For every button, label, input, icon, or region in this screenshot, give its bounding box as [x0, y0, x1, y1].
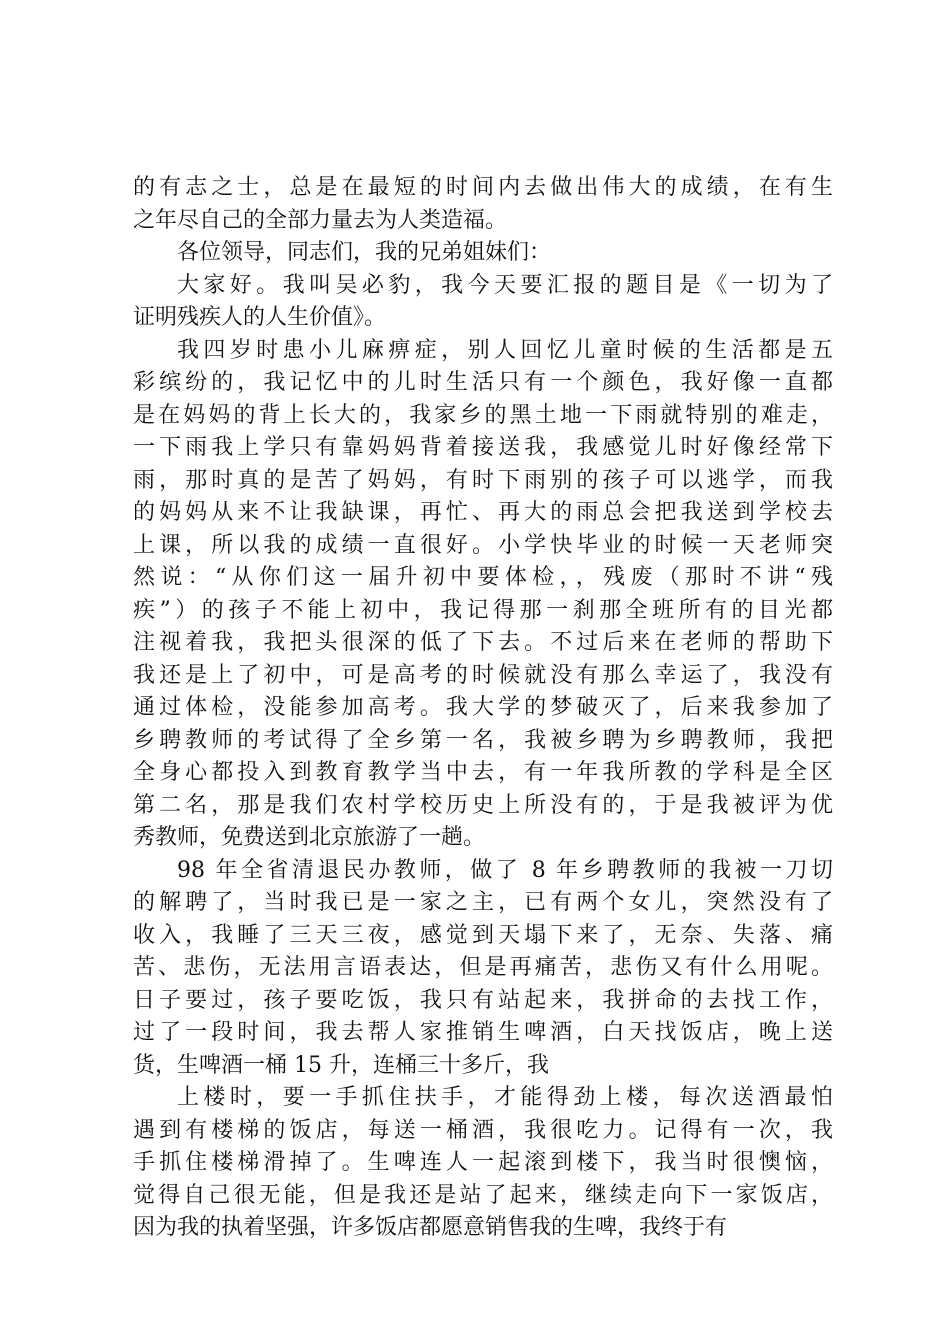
text-line: 乡聘教师的考试得了全乡第一名，我被乡聘为乡聘教师，我把 — [133, 727, 833, 753]
paragraph-childhood — [133, 335, 833, 855]
text-line: 过了一段时间，我去帮人家推销生啤酒，白天找饭店，晚上送 — [133, 1020, 833, 1045]
text-line: 大家好。我叫吴必豹，我今天要汇报的题目是《一切为了 — [177, 272, 833, 298]
text-line: 注视着我，我把头很深的低了下去。不过后来在老师的帮助下 — [133, 630, 833, 655]
text-line: 全身心都投入到教育教学当中去，有一年我所教的学科是全区 — [133, 760, 833, 785]
text-line: 证明残疾人的人生价值》。 — [133, 305, 387, 330]
text-line: 第二名，那是我们农村学校历史上所没有的，于是我被评为优 — [133, 792, 833, 818]
text-line: 的有志之士，总是在最短的时间内去做出伟大的成绩，在有生 — [133, 175, 833, 200]
text-line: 收入，我睡了三天三夜，感觉到天塌下来了，无奈、失落、痛 — [133, 922, 833, 948]
text-line: 彩缤纷的，我记忆中的儿时生活只有一个颜色，我好像一直都 — [133, 370, 833, 395]
text-line: 上课，所以我的成绩一直很好。小学快毕业的时候一天老师突 — [133, 532, 833, 558]
text-line: 是在妈妈的背上长大的，我家乡的黑土地一下雨就特别的难走， — [133, 402, 833, 428]
text-line: 上楼时，要一手抓住扶手，才能得劲上楼，每次送酒最怕 — [177, 1085, 833, 1110]
text-line: 日子要过，孩子要吃饭，我只有站起来，我拼命的去找工作， — [133, 987, 833, 1013]
text-line: 秀教师，免费送到北京旅游了一趟。 — [133, 825, 486, 850]
text-line: 之年尽自己的全部力量去为人类造福。 — [133, 207, 508, 233]
text-line: 雨，那时真的是苦了妈妈，有时下雨别的孩子可以逃学，而我 — [133, 467, 833, 493]
text-line: 苦、悲伤，无法用言语表达，但是再痛苦，悲伤又有什么用呢。 — [133, 955, 833, 980]
paragraph-intro-tail — [133, 172, 833, 237]
text-line: 觉得自己很无能，但是我还是站了起来，继续走向下一家饭店， — [133, 1182, 833, 1208]
text-line: 98 年全省清退民办教师，做了 8 年乡聘教师的我被一刀切 — [177, 857, 833, 883]
text-line: 我还是上了初中，可是高考的时候就没有那么幸运了，我没有 — [133, 662, 833, 688]
text-line: 手抓住楼梯滑掉了。生啤连人一起滚到楼下，我当时很懊恼， — [133, 1150, 833, 1175]
text-line: 疾”）的孩子不能上初中，我记得那一刹那全班所有的目光都 — [133, 597, 833, 623]
body-text — [133, 172, 833, 1245]
paragraph-dismissal — [133, 855, 833, 1083]
paragraph-greeting — [133, 270, 833, 335]
text-line: 各位领导，同志们，我的兄弟姐妹们： — [177, 240, 552, 265]
text-line: 通过体检，没能参加高考。我大学的梦破灭了，后来我参加了 — [133, 695, 833, 720]
paragraph-salutation — [133, 237, 833, 270]
text-line: 的解聘了，当时我已是一家之主，已有两个女儿，突然没有了 — [133, 890, 833, 915]
text-line: 的妈妈从来不让我缺课，再忙、再大的雨总会把我送到学校去 — [133, 500, 833, 525]
text-line: 一下雨我上学只有靠妈妈背着接送我，我感觉儿时好像经常下 — [133, 435, 833, 460]
text-line: 我四岁时患小儿麻痹症，别人回忆儿童时候的生活都是五 — [177, 337, 833, 363]
text-line: 遇到有楼梯的饭店，每送一桶酒，我很吃力。记得有一次，我 — [133, 1117, 833, 1143]
text-line: 因为我的执着坚强，许多饭店都愿意销售我的生啤，我终于有 — [133, 1215, 728, 1240]
text-line: 然说：“从你们这一届升初中要体检，，残废（那时不讲“残 — [133, 565, 833, 590]
paragraph-stairs — [133, 1082, 833, 1245]
text-line: 货，生啤酒一桶 15 升，连桶三十多斤，我 — [133, 1052, 549, 1078]
